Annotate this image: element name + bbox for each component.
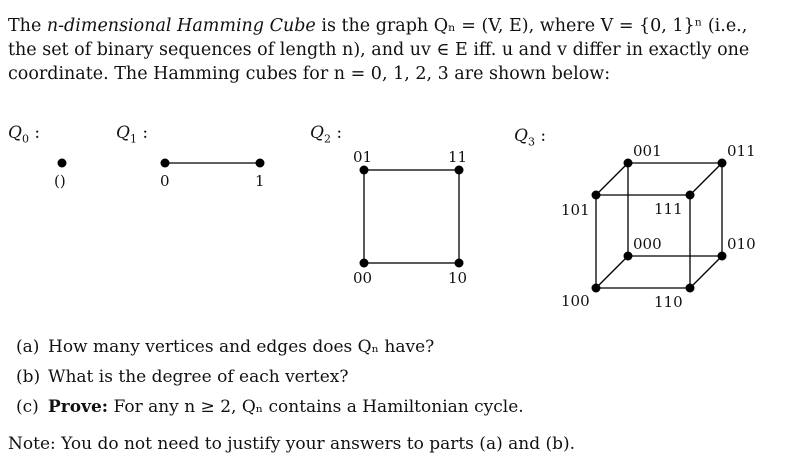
q3-vertex-100 — [592, 284, 601, 293]
q3-edge — [690, 163, 722, 195]
q3-vertex-label-110: 110 — [654, 293, 683, 311]
q3-label-colon: : — [534, 126, 547, 146]
question-c-label: (c) — [16, 397, 39, 417]
q2-label-sub: 2 — [323, 132, 331, 146]
q0-vertex — [58, 159, 67, 168]
q2-vertex-11 — [455, 166, 464, 175]
q1-vertex-1 — [256, 159, 265, 168]
q3-edge — [596, 256, 628, 288]
q3-vertex-label-111: 111 — [654, 200, 683, 218]
q0-vertex-label: () — [54, 172, 66, 190]
question-a-label: (a) — [16, 337, 40, 357]
question-a-text: How many vertices and edges does Qₙ have? — [48, 337, 435, 357]
question-b-label: (b) — [16, 367, 41, 387]
q2-vertex-label-10: 10 — [448, 269, 468, 287]
q3-vertex-111 — [686, 191, 695, 200]
intro-text-b: is the graph Qₙ = (V, E), where V = {0, 1}ⁿ (i.e., — [315, 16, 748, 36]
q1-vertex-label-1: 1 — [255, 172, 265, 190]
q2-edges — [364, 170, 459, 263]
q3-vertex-labels — [561, 142, 756, 311]
q2-vertex-label-11: 11 — [448, 148, 468, 166]
q3-vertex-label-100: 100 — [561, 292, 590, 310]
q1-label-sub: 1 — [129, 132, 137, 146]
question-b — [16, 362, 776, 392]
q2-label-colon: : — [330, 123, 343, 143]
q1-vertex-0 — [161, 159, 170, 168]
q2-vertex-01 — [360, 166, 369, 175]
q3-vertex-label-101: 101 — [561, 201, 590, 219]
question-c-text: For any n ≥ 2, Qₙ contains a Hamiltonian cycle. — [108, 397, 524, 417]
intro-line-3: coordinate. The Hamming cubes for n = 0, 1, 2, 3 are shown below: — [8, 64, 611, 84]
q3-vertex-label-011: 011 — [727, 142, 756, 160]
q0-label-base: Q — [8, 123, 22, 143]
question-c — [16, 392, 776, 422]
q2-graph — [353, 148, 467, 287]
q2-vertex-00 — [360, 259, 369, 268]
q1-label-base: Q — [116, 123, 130, 143]
q3-vertex-011 — [718, 159, 727, 168]
q3-edge — [596, 163, 628, 195]
q0-label-sub: 0 — [21, 132, 29, 146]
question-list — [16, 332, 776, 422]
question-a — [16, 332, 776, 362]
q3-graph — [596, 163, 722, 288]
q2-vertex-label-00: 00 — [353, 269, 373, 287]
q3-vertex-label-010: 010 — [727, 235, 756, 253]
q1-label-colon: : — [136, 123, 149, 143]
question-b-text: What is the degree of each vertex? — [48, 367, 349, 387]
q2-vertex-10 — [455, 259, 464, 268]
q2-label-base: Q — [310, 123, 324, 143]
q3-vertex-110 — [686, 284, 695, 293]
q3-vertex-101 — [592, 191, 601, 200]
q1-vertex-label-0: 0 — [160, 172, 170, 190]
definition-term: n-dimensional Hamming Cube — [46, 16, 316, 36]
q3-vertex-000 — [624, 252, 633, 261]
q3-label-sub: 3 — [527, 135, 535, 149]
q3-vertex-001 — [624, 159, 633, 168]
intro-text-a: The — [8, 16, 47, 36]
q3-label-base: Q — [514, 126, 528, 146]
intro-line-2: the set of binary sequences of length n), and uv ∈ E iff. u and v differ in exactly one — [8, 40, 750, 60]
q2-vertex-label-01: 01 — [353, 148, 373, 166]
q3-vertex-label-000: 000 — [633, 235, 662, 253]
q1-graph — [160, 159, 265, 191]
q3-edge — [690, 256, 722, 288]
q3-vertex-010 — [718, 252, 727, 261]
question-c-bold: Prove: — [48, 397, 109, 417]
q3-vertex-label-001: 001 — [633, 142, 662, 160]
q0-label-colon: : — [28, 123, 41, 143]
note: Note: You do not need to justify your answers to parts (a) and (b). — [8, 434, 576, 454]
q0-graph — [54, 159, 67, 191]
